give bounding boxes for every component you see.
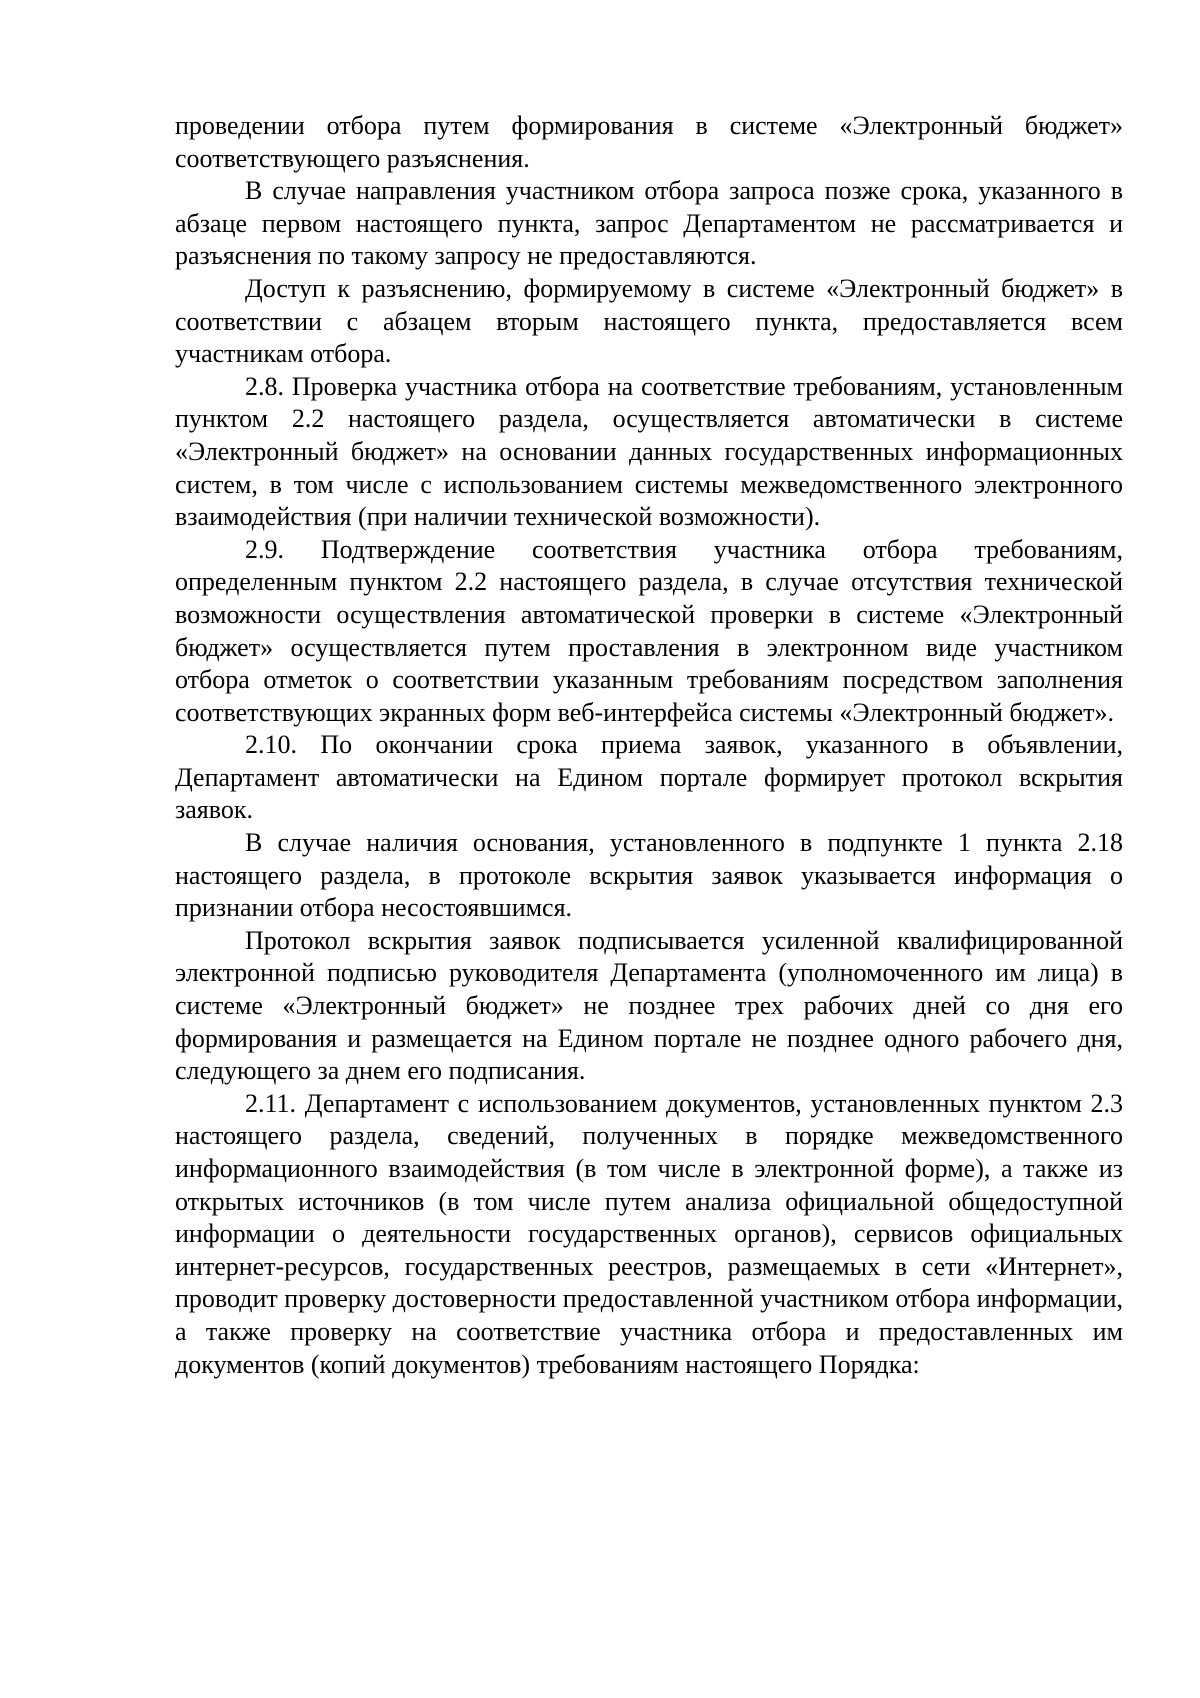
paragraph-2-9: 2.9. Подтверждение соответствия участника отбора требованиям, определенным пунктом 2.2 настоящего раздела, в случае отсутствия технической возможности осуществления автоматической проверки в системе «Электронный бюджет» осуществляется путем проставления в электронном виде участником отбора отметок о соответствии указанным требованиям посредством заполнения соответствующих экранных форм веб-интерфейса системы «Электронный бюджет». [175, 534, 1123, 727]
paragraph-2-10: 2.10. По окончании срока приема заявок, указанного в объявлении, Департамент автоматически на Едином портале формирует протокол вскрытия заявок. [175, 730, 1123, 825]
paragraph-clarification-end: проведении отбора путем формирования в системе «Электронный бюджет» соответствующего разъяснения. [175, 111, 1123, 173]
paragraph-2-11: 2.11. Департамент с использованием документов, установленных пунктом 2.3 настоящего раздела, сведений, полученных в порядке межведомственного информационного взаимодействия (в том числе в электронной форме), а также из открытых источников (в том числе путем анализа официальной общедоступной информации о деятельности государственных органов), сервисов официальных интернет-ресурсов, государственных реестров, размещаемых в сети «Интернет», проводит проверку достоверности предоставленной участником отбора информации, а также проверку на соответствие участника отбора и предоставленных им документов (копий документов) требованиям настоящего Порядка: [175, 1088, 1123, 1379]
paragraph-protocol-signing: Протокол вскрытия заявок подписывается усиленной квалифицированной электронной подписью руководителя Департамента (уполномоченного им лица) в системе «Электронный бюджет» не позднее трех рабочих дней со дня его формирования и размещается на Едином портале не позднее одного рабочего дня, следующего за днем его подписания. [175, 925, 1123, 1086]
paragraph-2-8: 2.8. Проверка участника отбора на соответствие требованиям, установленным пунктом 2.2 настоящего раздела, осуществляется автоматически в системе «Электронный бюджет» на основании данных государственных информационных систем, в том числе с использованием системы межведомственного электронного взаимодействия (при наличии технической возможности). [175, 371, 1123, 532]
paragraph-grounds-failed-selection: В случае наличия основания, установленного в подпункте 1 пункта 2.18 настоящего раздела, в протоколе вскрытия заявок указывается информация о признании отбора несостоявшимся. [175, 828, 1123, 923]
paragraph-late-request: В случае направления участником отбора запроса позже срока, указанного в абзаце первом настоящего пункта, запрос Департаментом не рассматривается и разъяснения по такому запросу не предоставляются. [175, 176, 1123, 271]
paragraph-clarification-access: Доступ к разъяснению, формируемому в системе «Электронный бюджет» в соответствии с абзацем вторым настоящего пункта, предоставляется всем участникам отбора. [175, 273, 1123, 369]
document-page [175, 110, 1123, 1381]
